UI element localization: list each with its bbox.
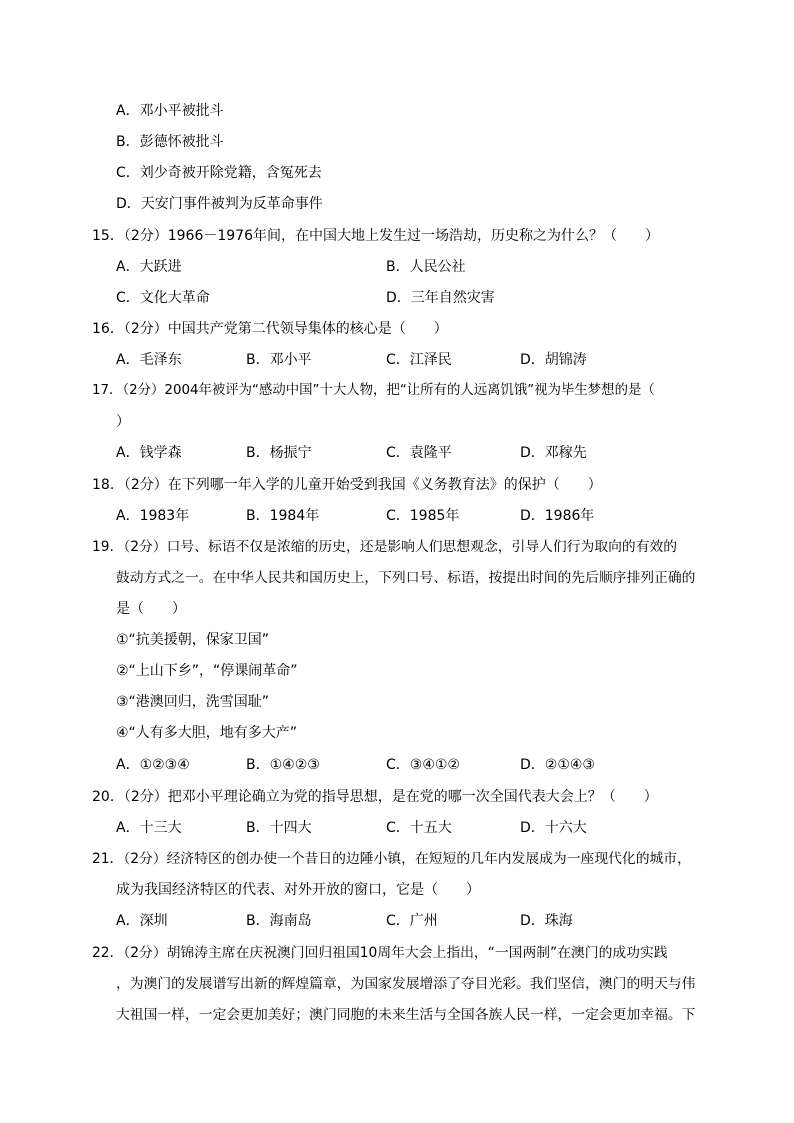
- q17-option-c: C．袁隆平: [386, 445, 452, 461]
- q19-stem-line3: 是（ ）: [116, 601, 186, 617]
- q21-stem-line2: 成为我国经济特区的代表、对外开放的窗口，它是（ ）: [116, 882, 480, 898]
- q20-option-a: A．十三大: [116, 820, 182, 836]
- q15-option-b: B．人民公社: [386, 259, 466, 275]
- q14-option-a: A．邓小平被批斗: [116, 103, 224, 119]
- q17-option-d: D．邓稼先: [520, 445, 587, 461]
- q19-stem-line2: 鼓动方式之一。在中华人民共和国历史上，下列口号、标语，按提出时间的先后顺序排列正确的: [116, 570, 696, 586]
- q20-option-b: B．十四大: [246, 820, 312, 836]
- q20-stem: 20．（2分）把邓小平理论确立为党的指导思想，是在党的哪一次全国代表大会上？（ ）: [92, 789, 658, 805]
- q19-item-3: ③“港澳回归，洗雪国耻”: [116, 694, 270, 710]
- q22-stem-line2: ，为澳门的发展谱写出新的辉煌篇章，为国家发展增添了夺目光彩。我们坚信，澳门的明天与伟: [116, 976, 696, 992]
- q17-option-a: A．钱学森: [116, 445, 182, 461]
- q19-item-4: ④“人有多大胆，地有多大产”: [116, 725, 298, 741]
- q21-option-c: C．广州: [386, 913, 438, 929]
- q19-item-2: ②“上山下乡”，“停课闹革命”: [116, 663, 298, 679]
- q16-option-d: D．胡锦涛: [520, 352, 587, 368]
- q18-option-c: C．1985年: [386, 508, 460, 524]
- q15-option-a: A．大跃进: [116, 259, 182, 275]
- q20-option-c: C．十五大: [386, 820, 452, 836]
- q20-option-d: D．十六大: [520, 820, 587, 836]
- q18-option-d: D．1986年: [520, 508, 595, 524]
- q16-stem: 16．（2分）中国共产党第二代领导集体的核心是（ ）: [92, 321, 448, 337]
- q19-option-a: A．①②③④: [116, 757, 190, 773]
- q15-option-c: C．文化大革命: [116, 290, 210, 306]
- q16-option-a: A．毛泽东: [116, 352, 182, 368]
- q18-option-a: A．1983年: [116, 508, 190, 524]
- q15-stem: 15．（2分）1966－1976年间，在中国大地上发生过一场浩劫，历史称之为什么？（ ）: [92, 228, 659, 244]
- q15-option-d: D．三年自然灾害: [386, 290, 495, 306]
- q22-stem-line3: 大祖国一样，一定会更加美好；澳门同胞的未来生活与全国各族人民一样，一定会更加幸福。下: [116, 1007, 696, 1023]
- q21-option-b: B．海南岛: [246, 913, 312, 929]
- q21-option-d: D．珠海: [520, 913, 573, 929]
- q18-option-b: B．1984年: [246, 508, 320, 524]
- q17-option-b: B．杨振宁: [246, 445, 312, 461]
- q17-stem-line2: ）: [116, 414, 130, 430]
- q22-stem-line1: 22．（2分）胡锦涛主席在庆祝澳门回归祖国10周年大会上指出，“一国两制”在澳门的成功实践: [92, 945, 668, 961]
- q21-option-a: A．深圳: [116, 913, 168, 929]
- q16-option-b: B．邓小平: [246, 352, 312, 368]
- q14-option-b: B．彭德怀被批斗: [116, 134, 224, 150]
- q18-stem: 18．（2分）在下列哪一年入学的儿童开始受到我国《义务教育法》的保护（ ）: [92, 477, 602, 493]
- q16-option-c: C．江泽民: [386, 352, 452, 368]
- q21-stem-line1: 21．（2分）经济特区的创办使一个昔日的边陲小镇，在短短的几年内发展成为一座现代化的城市，: [92, 851, 691, 867]
- q19-item-1: ①“抗美援朝，保家卫国”: [116, 632, 270, 648]
- q19-option-c: C．③④①②: [386, 757, 460, 773]
- q14-option-c: C．刘少奇被开除党籍，含冤死去: [116, 165, 322, 181]
- q14-option-d: D．天安门事件被判为反革命事件: [116, 196, 323, 212]
- q19-option-d: D．②①④③: [520, 757, 595, 773]
- q19-stem-line1: 19．（2分）口号、标语不仅是浓缩的历史，还是影响人们思想观念，引导人们行为取向的有效的: [92, 539, 678, 555]
- q19-option-b: B．①④②③: [246, 757, 320, 773]
- q17-stem-line1: 17．（2分）2004年被评为“感动中国”十大人物，把“让所有的人远离饥饿”视为毕生梦想的是（: [92, 383, 655, 398]
